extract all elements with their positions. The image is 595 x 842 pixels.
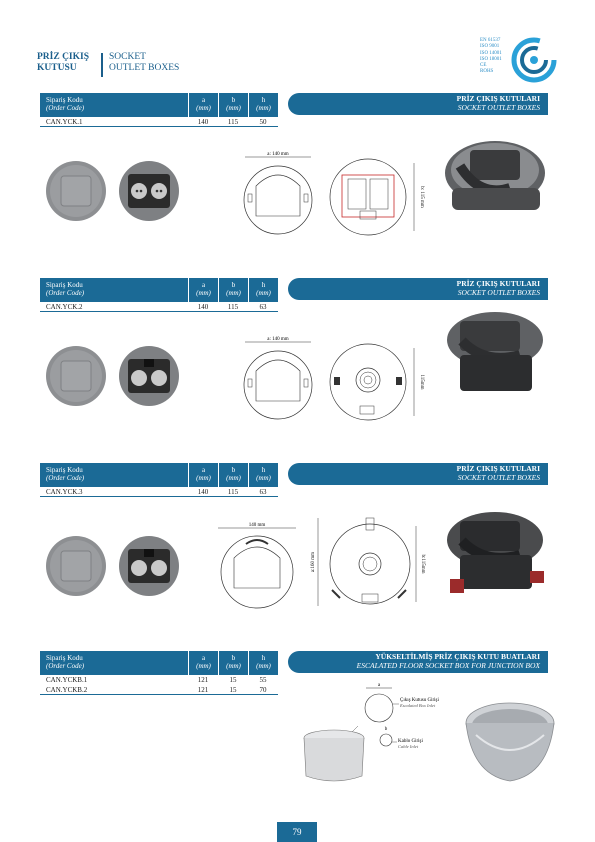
cell-code: CAN.YCK.3: [46, 488, 83, 496]
cell-a: 121: [197, 676, 209, 684]
junction-box-photo: [462, 695, 557, 790]
dimension-drawing-inner: [328, 155, 428, 240]
banner-title-en: SOCKET OUTLET BOXES: [457, 472, 540, 482]
header-divider: [101, 53, 103, 77]
table-row: [40, 685, 278, 695]
cell-h: 50: [259, 118, 267, 126]
unit-label: (mm): [196, 474, 211, 482]
section-banner-4: [288, 651, 548, 673]
unit-label: (mm): [196, 104, 211, 112]
cell-code: CAN.YCKB.1: [46, 676, 88, 684]
section-banner-2: [288, 278, 548, 300]
dimension-drawing-inner: [310, 512, 430, 612]
cell-h: 70: [259, 686, 267, 694]
company-logo: [510, 37, 558, 83]
unit-label: (mm): [256, 474, 271, 482]
unit-label: (mm): [196, 289, 211, 297]
table-header: [40, 93, 278, 117]
height-dim-label: b:115mm: [420, 554, 425, 574]
outlet-label-tr: Çıkış Kutusu Girişi: [400, 698, 439, 703]
cover-closed-image: [45, 345, 107, 407]
outlet-label-en: Escalated Box Inlet: [400, 703, 436, 708]
order-table-3: [40, 463, 278, 497]
col-b: b: [231, 96, 236, 104]
title-tr-line2: KUTUSU: [37, 63, 77, 73]
outer-dim-label: a:160 mm: [311, 551, 316, 573]
width-dim-label: a: 140 mm: [267, 337, 289, 342]
table-row: [40, 675, 278, 685]
cell-a: 140: [197, 118, 209, 126]
unit-label: (mm): [256, 662, 271, 670]
page-header-en: [109, 52, 179, 74]
banner-title-tr: PRİZ ÇIKIŞ KUTULARI: [456, 464, 540, 473]
dimension-drawing-inner: [328, 340, 428, 425]
order-table-2: [40, 278, 278, 312]
unit-label: (mm): [196, 662, 211, 670]
table-header: [40, 651, 278, 675]
b-dim-label: b: [384, 727, 388, 732]
unit-label: (mm): [226, 662, 241, 670]
banner-title-en: SOCKET OUTLET BOXES: [457, 102, 540, 112]
page-number: 79: [277, 822, 317, 842]
cell-code: CAN.YCK.2: [46, 303, 83, 311]
cover-open-image: [118, 535, 180, 597]
page-header: [37, 52, 89, 74]
unit-label: (mm): [226, 289, 241, 297]
section-banner-1: [288, 93, 548, 115]
cover-open-image: [118, 160, 180, 222]
order-code-label: Sipariş Kodu: [46, 96, 83, 104]
product-photo-2: [440, 305, 550, 400]
banner-title-en: ESCALATED FLOOR SOCKET BOX FOR JUNCTION BOX: [356, 660, 540, 670]
cell-code: CAN.YCK.1: [46, 118, 83, 126]
cover-closed-image: [45, 535, 107, 597]
unit-label: (mm): [226, 104, 241, 112]
cell-b: 15: [229, 676, 237, 684]
cable-label-tr: Kablo Girişi: [398, 739, 423, 744]
banner-title-en: SOCKET OUTLET BOXES: [457, 287, 540, 297]
product-photo-1: [440, 128, 550, 223]
cert-item: ROHS: [480, 69, 494, 75]
width-dim-label: 140 mm: [248, 523, 266, 528]
col-h: h: [261, 281, 266, 289]
a-dim-label: a: [377, 683, 381, 688]
cell-a: 140: [197, 488, 209, 496]
order-code-label-en: (Order Code): [46, 474, 85, 482]
cell-b: 15: [229, 686, 237, 694]
section-banner-3: [288, 463, 548, 485]
order-code-label: Sipariş Kodu: [46, 281, 83, 289]
unit-label: (mm): [256, 104, 271, 112]
col-h: h: [261, 96, 266, 104]
width-dim-label: a: 140 mm: [267, 152, 289, 157]
order-code-label: Sipariş Kodu: [46, 654, 83, 662]
title-tr-line1: PRİZ ÇIKIŞ: [37, 52, 89, 62]
cell-b: 115: [227, 303, 239, 311]
height-dim-label: b: 115 mm: [419, 186, 424, 208]
cover-closed-image: [45, 160, 107, 222]
certifications-list: [480, 38, 502, 76]
cell-b: 115: [227, 118, 239, 126]
col-b: b: [231, 654, 236, 662]
col-a: a: [201, 96, 206, 104]
title-en-line1: SOCKET: [109, 52, 146, 62]
col-a: a: [201, 466, 206, 474]
cert-item: ISO 18001: [480, 56, 502, 62]
order-code-label-en: (Order Code): [46, 662, 85, 670]
cell-b: 115: [227, 488, 239, 496]
banner-title-tr: PRİZ ÇIKIŞ KUTULARI: [456, 94, 540, 103]
cell-code: CAN.YCKB.2: [46, 686, 88, 694]
col-a: a: [201, 654, 206, 662]
order-table-4: [40, 651, 278, 695]
table-header: [40, 278, 278, 302]
banner-title-tr: PRİZ ÇIKIŞ KUTULARI: [456, 279, 540, 288]
order-code-label-en: (Order Code): [46, 104, 85, 112]
cert-item: EN 61537: [480, 38, 501, 43]
order-table-1: [40, 93, 278, 127]
col-b: b: [231, 466, 236, 474]
order-code-label: Sipariş Kodu: [46, 466, 83, 474]
unit-label: (mm): [226, 474, 241, 482]
table-row: [40, 487, 278, 497]
dimension-drawing-top: [212, 520, 302, 610]
cell-a: 140: [197, 303, 209, 311]
cert-item: CE: [480, 63, 487, 69]
table-row: [40, 117, 278, 127]
col-b: b: [231, 281, 236, 289]
cell-h: 63: [259, 488, 267, 496]
dimension-drawing-top: [238, 150, 318, 240]
col-h: h: [261, 654, 266, 662]
cert-item: ISO 9001: [480, 44, 500, 50]
junction-box-diagram: [298, 680, 463, 795]
cover-open-image: [118, 345, 180, 407]
cell-h: 63: [259, 303, 267, 311]
table-header: [40, 463, 278, 487]
height-dim-label: 115mm: [419, 374, 424, 390]
product-photo-3: [440, 505, 550, 605]
col-h: h: [261, 466, 266, 474]
cell-h: 55: [259, 676, 267, 684]
col-a: a: [201, 281, 206, 289]
cell-a: 121: [197, 686, 209, 694]
title-en-line2: OUTLET BOXES: [109, 63, 180, 73]
dimension-drawing-top: [238, 335, 318, 425]
order-code-label-en: (Order Code): [46, 289, 85, 297]
cert-item: ISO 14001: [480, 50, 502, 56]
table-row: [40, 302, 278, 312]
banner-title-tr: YÜKSELTİLMİŞ PRİZ ÇIKIŞ KUTU BUATLARI: [375, 652, 540, 661]
unit-label: (mm): [256, 289, 271, 297]
cable-label-en: Cable Inlet: [398, 744, 419, 749]
